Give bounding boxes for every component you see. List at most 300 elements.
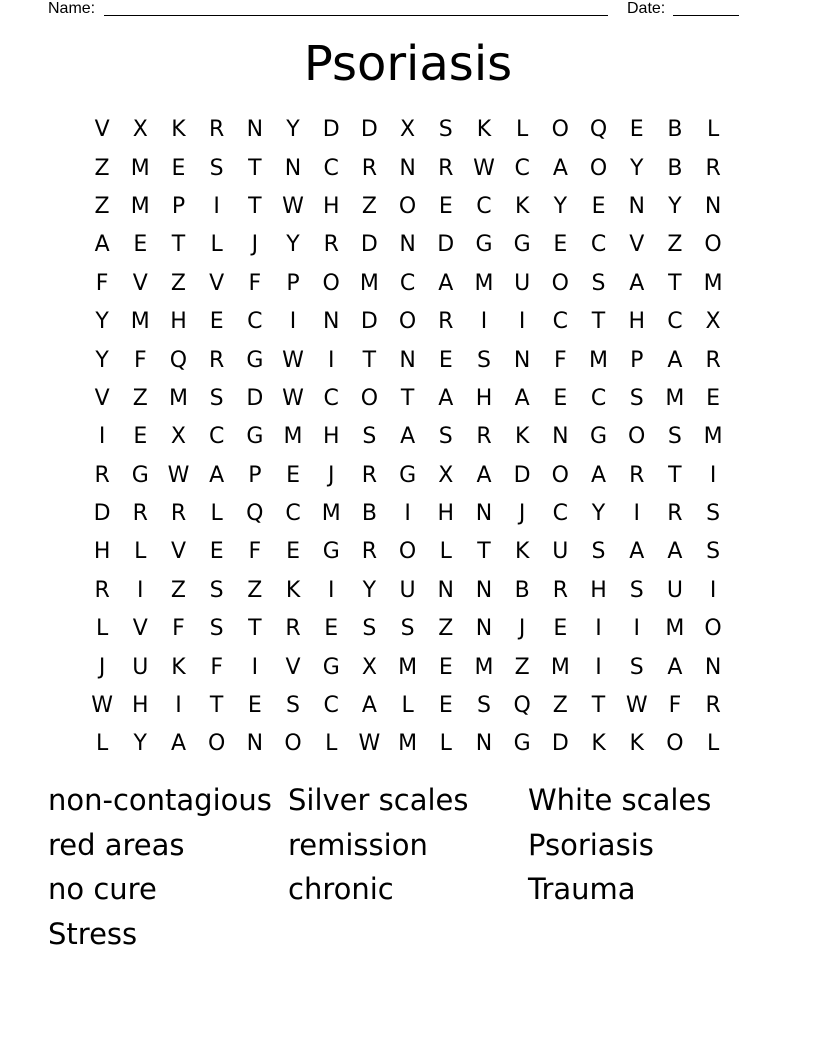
grid-letter[interactable]: F — [248, 539, 262, 565]
grid-letter[interactable]: M — [130, 309, 150, 335]
grid-letter[interactable]: O — [551, 462, 569, 488]
grid-letter[interactable]: Z — [170, 577, 186, 603]
grid-letter[interactable]: S — [438, 117, 453, 143]
grid-row — [83, 648, 733, 686]
grid-letter[interactable]: T — [477, 539, 491, 565]
grid-letter[interactable]: E — [553, 385, 568, 411]
grid-letter[interactable]: M — [130, 155, 150, 181]
grid-letter[interactable]: E — [171, 155, 186, 181]
grid-letter[interactable]: I — [709, 462, 717, 488]
grid-letter[interactable]: T — [171, 232, 186, 258]
grid-letter[interactable]: S — [629, 577, 644, 603]
grid-letter[interactable]: J — [327, 462, 335, 488]
grid-letter[interactable]: K — [171, 654, 186, 680]
grid-letter[interactable]: Z — [361, 193, 377, 219]
grid-letter[interactable]: V — [170, 539, 186, 565]
grid-letter[interactable]: F — [668, 693, 682, 719]
grid-letter[interactable]: A — [400, 424, 416, 450]
grid-letter[interactable]: W — [625, 693, 648, 719]
grid-letter[interactable]: I — [518, 309, 526, 335]
grid-letter[interactable]: M — [703, 270, 723, 296]
grid-letter[interactable]: U — [132, 654, 149, 680]
grid-letter[interactable]: E — [133, 232, 148, 258]
grid-letter[interactable]: N — [246, 117, 264, 143]
grid-letter[interactable]: O — [398, 193, 417, 219]
grid-letter[interactable]: A — [629, 539, 645, 565]
grid-letter[interactable]: R — [361, 155, 378, 181]
grid-letter[interactable]: J — [518, 501, 526, 527]
grid-letter[interactable]: R — [94, 577, 110, 603]
grid-letter[interactable]: N — [399, 155, 416, 181]
grid-letter[interactable]: R — [438, 155, 454, 181]
grid-letter[interactable]: K — [591, 731, 606, 757]
grid-letter[interactable]: Z — [170, 270, 186, 296]
grid-letter[interactable]: N — [322, 309, 340, 335]
grid-letter[interactable]: E — [553, 232, 568, 258]
grid-letter[interactable]: G — [399, 462, 417, 488]
grid-letter[interactable]: Y — [133, 731, 147, 757]
grid-letter[interactable]: G — [322, 654, 340, 680]
grid-letter[interactable]: L — [516, 117, 529, 143]
grid-letter[interactable]: S — [209, 577, 224, 603]
grid-letter[interactable]: N — [628, 193, 645, 219]
grid-letter[interactable]: L — [706, 117, 720, 143]
name-line[interactable] — [104, 15, 608, 16]
grid-letter[interactable]: Y — [362, 577, 377, 603]
grid-letter[interactable]: L — [95, 731, 109, 757]
grid-letter[interactable]: G — [246, 424, 264, 450]
grid-letter[interactable]: N — [437, 577, 455, 603]
word-list-item: non-contagious — [48, 783, 272, 817]
grid-row — [83, 111, 733, 149]
grid-letter[interactable]: Z — [667, 232, 683, 258]
grid-row — [83, 303, 733, 341]
grid-letter[interactable]: K — [171, 117, 186, 143]
grid-letter[interactable]: Q — [589, 117, 608, 143]
date-line[interactable] — [673, 15, 739, 16]
grid-letter[interactable]: R — [552, 577, 568, 603]
grid-letter[interactable]: V — [629, 232, 645, 258]
grid-letter[interactable]: V — [94, 385, 110, 411]
grid-letter[interactable]: H — [132, 693, 149, 719]
grid-letter[interactable]: U — [552, 539, 569, 565]
grid-letter[interactable]: M — [703, 424, 723, 450]
grid-letter[interactable]: L — [134, 539, 147, 565]
grid-letter[interactable]: X — [705, 309, 721, 335]
grid-letter[interactable]: N — [475, 731, 493, 757]
grid-letter[interactable]: I — [404, 501, 411, 527]
grid-letter[interactable]: R — [170, 501, 187, 527]
grid-letter[interactable]: W — [358, 731, 381, 757]
grid-letter[interactable]: R — [361, 462, 378, 488]
grid-letter[interactable]: B — [514, 577, 530, 603]
grid-letter[interactable]: E — [209, 309, 224, 335]
grid-letter[interactable]: M — [359, 270, 379, 296]
grid-letter[interactable]: J — [518, 616, 526, 642]
grid-letter[interactable]: T — [362, 347, 377, 373]
grid-letter[interactable]: Y — [629, 155, 644, 181]
grid-letter[interactable]: H — [628, 309, 645, 335]
grid-letter[interactable]: C — [285, 501, 301, 527]
grid-letter[interactable]: C — [323, 385, 339, 411]
grid-letter[interactable]: E — [286, 539, 300, 565]
grid-letter[interactable]: E — [247, 693, 262, 719]
grid-letter[interactable]: O — [704, 616, 722, 642]
grid-letter[interactable]: G — [513, 232, 531, 258]
grid-letter[interactable]: I — [595, 654, 602, 680]
grid-letter[interactable]: C — [208, 424, 225, 450]
grid-letter[interactable]: L — [210, 501, 223, 527]
grid-letter[interactable]: B — [667, 155, 683, 181]
grid-letter[interactable]: E — [133, 424, 148, 450]
grid-letter[interactable]: Y — [286, 232, 300, 258]
grid-letter[interactable]: O — [589, 155, 608, 181]
grid-letter[interactable]: T — [248, 616, 262, 642]
grid-letter[interactable]: T — [668, 462, 682, 488]
grid-letter[interactable]: V — [94, 117, 110, 143]
grid-letter[interactable]: S — [476, 347, 491, 373]
grid-letter[interactable]: C — [323, 693, 339, 719]
grid-letter[interactable]: I — [633, 616, 640, 642]
grid-letter[interactable]: M — [130, 193, 150, 219]
grid-letter[interactable]: V — [209, 270, 225, 296]
grid-letter[interactable]: E — [438, 193, 453, 219]
grid-letter[interactable]: K — [285, 577, 301, 603]
grid-letter[interactable]: Z — [514, 654, 530, 680]
grid-letter[interactable]: I — [633, 501, 640, 527]
grid-letter[interactable]: W — [91, 693, 113, 719]
grid-letter[interactable]: A — [438, 270, 454, 296]
grid-letter[interactable]: J — [251, 232, 259, 258]
grid-letter[interactable]: G — [131, 462, 149, 488]
grid-letter[interactable]: Q — [169, 347, 188, 373]
grid-letter[interactable]: I — [327, 347, 335, 373]
grid-letter[interactable]: P — [630, 347, 644, 373]
grid-letter[interactable]: R — [629, 462, 645, 488]
grid-letter[interactable]: D — [360, 117, 378, 143]
grid-letter[interactable]: N — [704, 654, 722, 680]
grid-letter[interactable]: V — [132, 270, 148, 296]
grid-letter[interactable]: E — [286, 462, 300, 488]
grid-letter[interactable]: I — [289, 309, 297, 335]
grid-letter[interactable]: D — [513, 462, 531, 488]
grid-letter[interactable]: R — [361, 539, 378, 565]
grid-letter[interactable]: N — [475, 616, 493, 642]
grid-letter[interactable]: F — [133, 347, 147, 373]
grid-letter[interactable]: N — [246, 731, 264, 757]
grid-letter[interactable]: F — [248, 270, 262, 296]
grid-letter[interactable]: E — [209, 539, 224, 565]
grid-letter[interactable]: A — [94, 232, 110, 258]
grid-letter[interactable]: F — [95, 270, 109, 296]
grid-letter[interactable]: A — [667, 654, 683, 680]
grid-letter[interactable]: E — [324, 616, 339, 642]
grid-letter[interactable]: F — [210, 654, 223, 680]
grid-letter[interactable]: S — [667, 424, 682, 450]
grid-letter[interactable]: B — [667, 117, 683, 143]
grid-letter[interactable]: H — [322, 424, 340, 450]
grid-letter[interactable]: P — [248, 462, 262, 488]
grid-letter[interactable]: Z — [94, 193, 110, 219]
grid-letter[interactable]: E — [438, 654, 453, 680]
word-list-item: remission — [288, 827, 428, 862]
grid-letter[interactable]: X — [132, 117, 148, 143]
grid-letter[interactable]: Y — [286, 117, 300, 143]
grid-letter[interactable]: L — [706, 731, 720, 757]
grid-letter[interactable]: A — [591, 462, 607, 488]
grid-letter[interactable]: E — [438, 693, 453, 719]
grid-letter[interactable]: R — [285, 616, 301, 642]
grid-letter[interactable]: D — [551, 731, 569, 757]
grid-letter[interactable]: L — [439, 539, 452, 565]
grid-letter[interactable]: Z — [132, 385, 148, 411]
grid-letter[interactable]: A — [552, 155, 568, 181]
grid-letter[interactable]: O — [207, 731, 226, 757]
grid-letter[interactable]: H — [93, 539, 111, 565]
grid-letter[interactable]: W — [473, 155, 495, 181]
grid-letter[interactable]: G — [246, 347, 264, 373]
grid-letter[interactable]: V — [132, 616, 148, 642]
grid-letter[interactable]: E — [591, 193, 606, 219]
word-list-item: no cure — [48, 872, 157, 906]
grid-letter[interactable]: C — [667, 309, 683, 335]
grid-letter[interactable]: R — [705, 347, 721, 373]
grid-letter[interactable]: R — [438, 309, 454, 335]
grid-letter[interactable]: H — [590, 577, 607, 603]
grid-letter[interactable]: D — [360, 232, 378, 258]
grid-letter[interactable]: M — [168, 385, 188, 411]
grid-letter[interactable]: O — [322, 270, 340, 296]
grid-letter[interactable]: S — [629, 654, 644, 680]
grid-letter[interactable]: Y — [95, 347, 109, 373]
grid-letter[interactable]: N — [513, 347, 531, 373]
grid-letter[interactable]: X — [438, 462, 454, 488]
grid-letter[interactable]: X — [170, 424, 186, 450]
grid-letter[interactable]: R — [209, 117, 225, 143]
grid-letter[interactable]: B — [361, 501, 377, 527]
grid-letter[interactable]: I — [595, 616, 602, 642]
grid-letter[interactable]: X — [400, 117, 416, 143]
grid-letter[interactable]: I — [137, 577, 144, 603]
grid-letter[interactable]: M — [283, 424, 303, 450]
grid-letter[interactable]: N — [399, 347, 416, 373]
grid-letter[interactable]: M — [589, 347, 609, 373]
grid-letter[interactable]: S — [706, 501, 721, 527]
page-title: Psoriasis — [303, 36, 513, 92]
grid-letter[interactable]: K — [476, 117, 492, 143]
grid-letter[interactable]: R — [705, 155, 721, 181]
grid-letter[interactable]: S — [209, 385, 224, 411]
grid-letter[interactable]: T — [400, 385, 415, 411]
grid-letter[interactable]: F — [554, 347, 567, 373]
grid-letter[interactable]: G — [475, 232, 493, 258]
grid-letter[interactable]: T — [209, 693, 224, 719]
grid-letter[interactable]: O — [666, 731, 684, 757]
grid-letter[interactable]: E — [706, 385, 721, 411]
grid-letter[interactable]: A — [667, 347, 683, 373]
grid-letter[interactable]: W — [282, 193, 304, 219]
grid-letter[interactable]: M — [665, 385, 685, 411]
grid-letter[interactable]: Q — [246, 501, 264, 527]
grid-letter[interactable]: Q — [513, 693, 531, 719]
grid-letter[interactable]: O — [360, 385, 379, 411]
grid-letter[interactable]: G — [513, 731, 531, 757]
grid-letter[interactable]: A — [361, 693, 377, 719]
grid-letter[interactable]: P — [286, 270, 300, 296]
grid-letter[interactable]: O — [398, 309, 417, 335]
grid-letter[interactable]: S — [209, 155, 224, 181]
grid-letter[interactable]: U — [514, 270, 531, 296]
grid-letter[interactable]: A — [514, 385, 530, 411]
grid-letter[interactable]: S — [362, 616, 377, 642]
grid-letter[interactable]: L — [325, 731, 338, 757]
grid-letter[interactable]: R — [209, 347, 225, 373]
grid-letter[interactable]: F — [172, 616, 185, 642]
grid-letter[interactable]: C — [590, 232, 607, 258]
grid-letter[interactable]: C — [552, 309, 569, 335]
grid-letter[interactable]: I — [709, 577, 717, 603]
grid-letter[interactable]: Y — [668, 193, 682, 219]
grid-letter[interactable]: M — [474, 270, 494, 296]
grid-letter[interactable]: D — [93, 501, 111, 527]
grid-letter[interactable]: R — [705, 693, 721, 719]
grid-letter[interactable]: M — [398, 731, 418, 757]
grid-letter[interactable]: I — [213, 193, 220, 219]
grid-letter[interactable]: C — [247, 309, 263, 335]
grid-letter[interactable]: H — [322, 193, 340, 219]
grid-letter[interactable]: S — [286, 693, 301, 719]
grid-letter[interactable]: D — [437, 232, 455, 258]
grid-letter[interactable]: S — [362, 424, 377, 450]
grid-letter[interactable]: V — [285, 654, 301, 680]
grid-letter[interactable]: M — [398, 654, 418, 680]
grid-letter[interactable]: L — [401, 693, 414, 719]
grid-letter[interactable]: A — [209, 462, 225, 488]
grid-letter[interactable]: S — [706, 539, 721, 565]
grid-letter[interactable]: N — [552, 424, 569, 450]
grid-letter[interactable]: J — [98, 654, 106, 680]
grid-letter[interactable]: O — [704, 232, 722, 258]
grid-letter[interactable]: R — [476, 424, 492, 450]
grid-letter[interactable]: T — [248, 155, 262, 181]
grid-letter[interactable]: O — [284, 731, 302, 757]
grid-letter[interactable]: Z — [94, 155, 110, 181]
grid-letter[interactable]: N — [284, 155, 302, 181]
grid-letter[interactable]: D — [246, 385, 264, 411]
grid-letter[interactable]: T — [591, 693, 606, 719]
grid-letter[interactable]: W — [282, 347, 304, 373]
grid-letter[interactable]: L — [439, 731, 452, 757]
grid-letter[interactable]: M — [321, 501, 341, 527]
grid-letter[interactable]: I — [98, 424, 106, 450]
grid-letter[interactable]: S — [438, 424, 453, 450]
grid-letter[interactable]: H — [437, 501, 455, 527]
grid-letter[interactable]: R — [94, 462, 110, 488]
grid-letter[interactable]: C — [552, 501, 569, 527]
grid-letter[interactable]: I — [327, 577, 335, 603]
grid-letter[interactable]: N — [475, 577, 493, 603]
grid-letter[interactable]: Y — [95, 309, 109, 335]
grid-letter[interactable]: S — [400, 616, 415, 642]
grid-letter[interactable]: G — [322, 539, 340, 565]
grid-letter[interactable]: C — [323, 155, 339, 181]
grid-letter[interactable]: C — [514, 155, 530, 181]
grid-letter[interactable]: O — [628, 424, 646, 450]
grid-letter[interactable]: T — [248, 193, 262, 219]
grid-letter[interactable]: A — [667, 539, 683, 565]
grid-letter[interactable]: M — [665, 616, 685, 642]
grid-letter[interactable]: A — [629, 270, 645, 296]
grid-letter[interactable]: L — [95, 616, 109, 642]
grid-letter[interactable]: Y — [591, 501, 606, 527]
grid-letter[interactable]: D — [360, 309, 378, 335]
grid-letter[interactable]: W — [282, 385, 304, 411]
grid-letter[interactable]: S — [476, 693, 491, 719]
grid-letter[interactable]: N — [704, 193, 722, 219]
grid-letter[interactable]: C — [399, 270, 416, 296]
grid-letter[interactable]: M — [474, 654, 494, 680]
grid-letter[interactable]: A — [476, 462, 492, 488]
grid-letter[interactable]: L — [210, 232, 223, 258]
grid-letter[interactable]: N — [475, 501, 493, 527]
grid-letter[interactable]: U — [399, 577, 416, 603]
grid-letter[interactable]: O — [398, 539, 417, 565]
grid-letter[interactable]: R — [667, 501, 683, 527]
grid-letter[interactable]: T — [668, 270, 682, 296]
grid-letter[interactable]: A — [438, 385, 454, 411]
grid-letter[interactable]: I — [175, 693, 182, 719]
grid-letter[interactable]: S — [629, 385, 644, 411]
grid-letter[interactable]: I — [251, 654, 259, 680]
grid-letter[interactable]: R — [323, 232, 339, 258]
grid-letter[interactable]: N — [399, 232, 416, 258]
grid-letter[interactable]: S — [591, 270, 606, 296]
grid-letter[interactable]: W — [167, 462, 190, 488]
grid-letter[interactable]: T — [591, 309, 606, 335]
grid-letter[interactable]: S — [209, 616, 224, 642]
grid-letter[interactable]: P — [171, 193, 186, 219]
grid-letter[interactable]: Y — [553, 193, 568, 219]
grid-letter[interactable]: I — [480, 309, 488, 335]
grid-letter[interactable]: E — [553, 616, 568, 642]
grid-letter[interactable]: H — [170, 309, 187, 335]
grid-letter[interactable]: K — [514, 539, 530, 565]
grid-letter[interactable]: A — [170, 731, 186, 757]
grid-letter[interactable]: D — [322, 117, 340, 143]
grid-letter[interactable]: Z — [552, 693, 568, 719]
grid-letter[interactable]: G — [590, 424, 608, 450]
grid-letter[interactable]: S — [591, 539, 606, 565]
grid-letter[interactable]: K — [514, 424, 530, 450]
grid-row — [83, 418, 733, 456]
grid-letter[interactable]: O — [551, 270, 569, 296]
grid-letter[interactable]: C — [590, 385, 607, 411]
grid-letter[interactable]: O — [551, 117, 569, 143]
grid-letter[interactable]: E — [438, 347, 453, 373]
grid-letter[interactable]: Z — [247, 577, 263, 603]
grid-row — [83, 380, 733, 418]
grid-letter[interactable]: M — [550, 654, 570, 680]
grid-letter[interactable]: E — [629, 117, 644, 143]
grid-letter[interactable]: H — [475, 385, 493, 411]
grid-letter[interactable]: U — [666, 577, 683, 603]
grid-letter[interactable]: K — [629, 731, 644, 757]
grid-letter[interactable]: R — [132, 501, 148, 527]
grid-letter[interactable]: C — [476, 193, 492, 219]
grid-letter[interactable]: Z — [438, 616, 454, 642]
grid-letter[interactable]: K — [514, 193, 530, 219]
grid-letter[interactable]: X — [361, 654, 377, 680]
